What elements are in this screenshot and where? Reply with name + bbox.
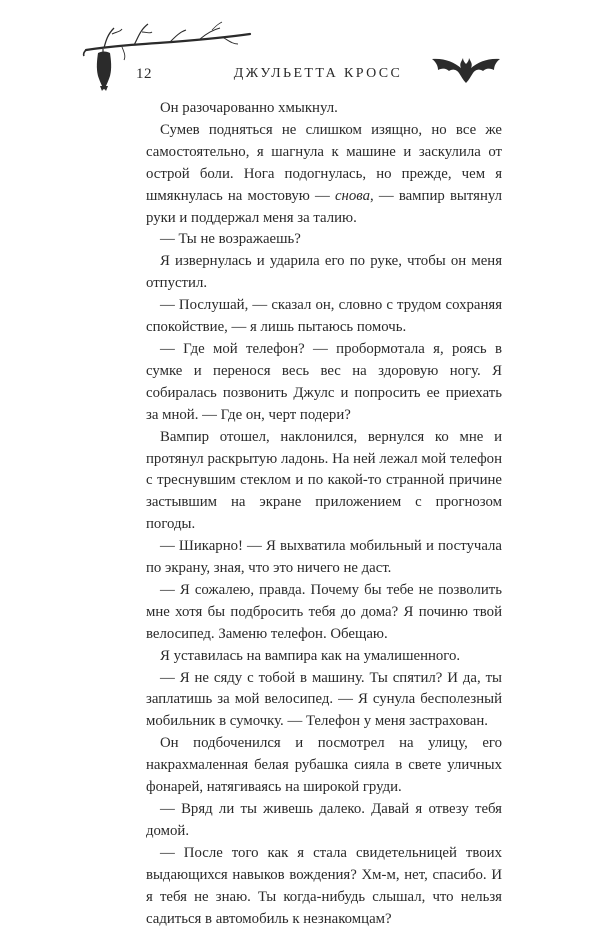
paragraph: — Я не сяду с тобой в машину. Ты спятил? И да, ты заплатишь за мой велосипед. — Я сунула бесполезный мобильник в сумочку. — Телефон у меня застрахован.	[146, 669, 502, 730]
paragraph: — Ты не возражаешь?	[160, 231, 301, 248]
paragraph-text: , — вампир вытянул руки и поддержал меня за талию.	[146, 187, 502, 226]
paragraph: — Где мой телефон? — пробормотала я, роясь в сумке и перенося весь вес на здоровую ногу. Я собиралась позвонить Джулс и попросить ее приехать за мной. — Где он, черт подери?	[146, 340, 502, 423]
body-text	[146, 98, 502, 930]
running-title: ДЖУЛЬЕТТА КРОСС	[233, 66, 403, 81]
paragraph: Он разочарованно хмыкнул.	[160, 100, 338, 116]
paragraph-text: Сумев подняться не слишком изящно, но все же самостоятельно, я шагнула к машине и заскулила от острой боли. Нога подогнулась, но прежде, чем я шмякнулась на мостовую —	[146, 121, 502, 204]
paragraph: — После того как я стала свидетельницей твоих выдающихся навыков вождения? Хм-м, нет, спасибо. И я тебя не знаю. Ты когда-нибудь слышал, что нельзя садиться в автомобиль к незнакомцам?	[146, 844, 502, 927]
italic-word: снова	[334, 187, 370, 204]
hanging-bat-branch-icon	[82, 20, 252, 105]
flying-bat-icon	[428, 56, 504, 86]
page-number: 12	[136, 66, 152, 82]
paragraph: Он подбоченился и посмотрел на улицу, его накрахмаленная белая рубашка сияла в свете уличных фонарей, натягиваясь на широкой груди.	[146, 735, 502, 796]
paragraph: — Шикарно! — Я выхватила мобильный и постучала по экрану, зная, что это ничего не даст.	[146, 538, 502, 577]
paragraph: — Вряд ли ты живешь далеко. Давай я отвезу тебя домой.	[146, 801, 502, 839]
running-header	[0, 0, 600, 110]
paragraph: — Послушай, — сказал он, словно с трудом сохраняя спокойствие, — я лишь пытаюсь помочь.	[146, 297, 502, 336]
paragraph: Я уставилась на вампира как на умалишенного.	[160, 647, 461, 664]
paragraph: Вампир отошел, наклонился, вернулся ко мне и протянул раскрытую ладонь. На ней лежал мой телефон с треснувшим стеклом и по какой-то странной причине застывшим на экране приложением с прогнозом погоды.	[146, 428, 502, 533]
paragraph	[146, 120, 502, 230]
paragraph: Я извернулась и ударила его по руке, чтобы он меня отпустил.	[146, 253, 502, 292]
paragraph: — Я сожалею, правда. Почему бы тебе не позволить мне хотя бы подбросить тебя до дома? Я починю твой велосипед. Заменю телефон. Обещаю.	[146, 581, 502, 642]
